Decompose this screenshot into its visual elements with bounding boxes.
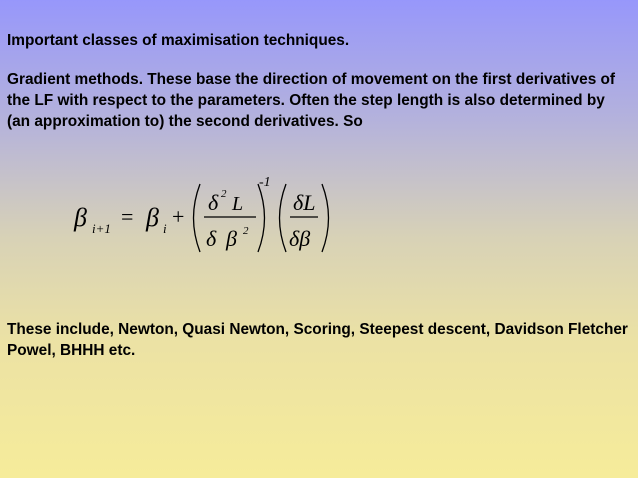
plus-sign: + bbox=[172, 204, 185, 229]
hessian-num-power: 2 bbox=[221, 188, 227, 200]
hessian-den-var: β bbox=[226, 226, 237, 251]
left-paren-hessian bbox=[194, 184, 201, 252]
hessian-den-delta: δ bbox=[206, 226, 217, 251]
slide-title: Important classes of maximisation techniques. bbox=[7, 32, 350, 49]
right-paren-gradient bbox=[322, 184, 329, 252]
rhs-beta: β bbox=[146, 203, 159, 232]
hessian-den-power: 2 bbox=[243, 225, 249, 237]
methods-list-paragraph: These include, Newton, Quasi Newton, Scoring, Steepest descent, Davidson Fletcher Powel, BHHH etc. bbox=[7, 321, 628, 359]
gradient-denominator: δβ bbox=[289, 226, 311, 251]
lhs-beta: β bbox=[74, 203, 87, 232]
right-paren-hessian bbox=[258, 184, 265, 252]
rhs-subscript: i bbox=[163, 221, 167, 236]
equals-sign: = bbox=[121, 204, 134, 229]
gradient-numerator: δL bbox=[293, 190, 316, 215]
hessian-num-var: L bbox=[232, 193, 244, 215]
lhs-subscript: i+1 bbox=[92, 221, 111, 236]
update-formula bbox=[0, 160, 400, 270]
hessian-num-delta: δ bbox=[208, 190, 219, 215]
inverse-exponent: -1 bbox=[259, 175, 271, 190]
left-paren-gradient bbox=[280, 184, 287, 252]
gradient-methods-paragraph: Gradient methods. These base the direction of movement on the first derivatives of the LF with respect to the parameters. Often the step length is also determined by (an approximation to) the second derivatives. So bbox=[7, 71, 616, 130]
